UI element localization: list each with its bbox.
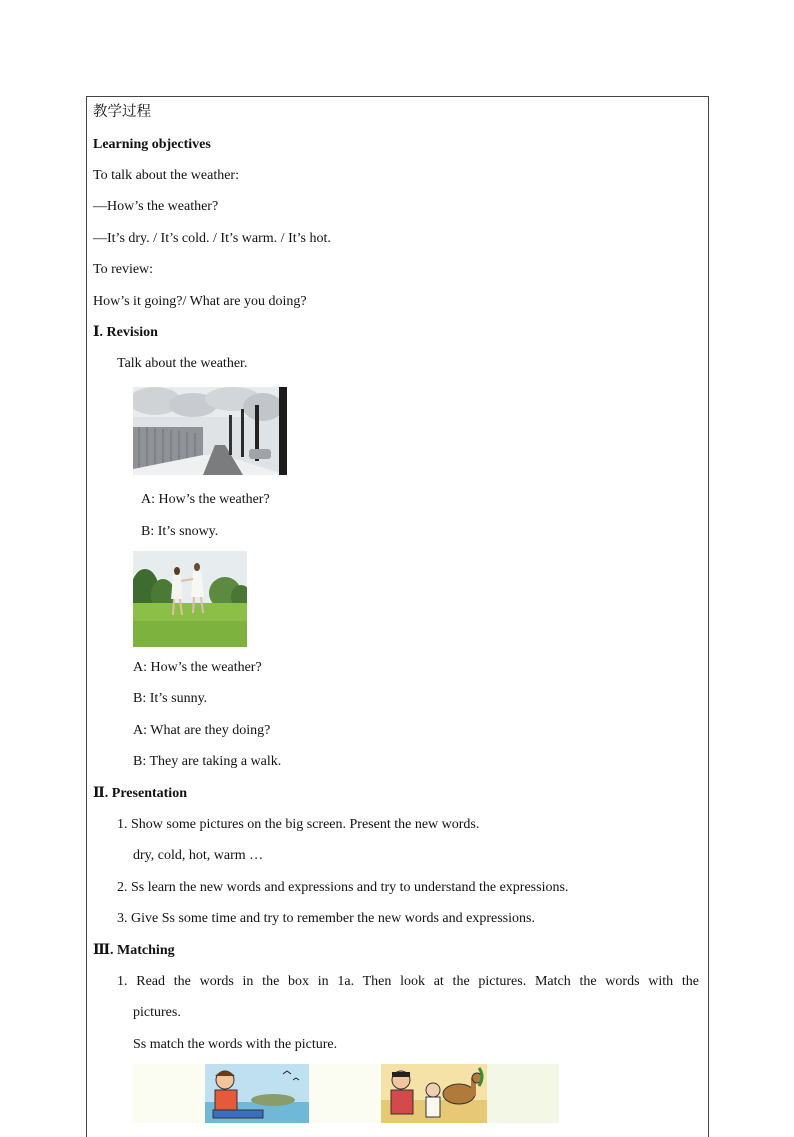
- dialog-line-a2: B: It’s sunny.: [133, 691, 208, 706]
- matching-heading: Ⅲ. Matching: [93, 943, 175, 958]
- revision-intro: Talk about the weather.: [117, 356, 248, 371]
- matching-step-1: 1. Read the words in the box in 1a. Then look at the pictures. Match the words with the: [117, 974, 699, 989]
- dialog-line-a3: B: They are taking a walk.: [133, 754, 282, 769]
- matching-pictures: [133, 1064, 559, 1123]
- objective-question: —How’s the weather?: [93, 199, 219, 214]
- objective-answers: —It’s dry. / It’s cold. / It’s warm. / It’s hot.: [93, 231, 331, 246]
- presentation-heading: Ⅱ. Presentation: [93, 786, 187, 801]
- section-header: 教学过程: [93, 104, 151, 120]
- girls-walking-image: [133, 551, 247, 647]
- presentation-step-3: 3. Give Ss some time and try to remember the new words and expressions.: [117, 911, 535, 926]
- presentation-step-1-words: dry, cold, hot, warm …: [133, 848, 264, 863]
- objective-review: To review:: [93, 262, 154, 277]
- revision-heading: Ⅰ. Revision: [93, 325, 158, 340]
- dialog-line-q1: A: How’s the weather?: [141, 492, 270, 507]
- snowy-street-image: [133, 387, 287, 475]
- objective-review-line: How’s it going?/ What are you doing?: [93, 294, 307, 309]
- presentation-step-2: 2. Ss learn the new words and expressions and try to understand the expressions.: [117, 880, 569, 895]
- matching-step-1-cont: pictures.: [133, 1005, 181, 1020]
- objectives-title: Learning objectives: [93, 137, 211, 152]
- dialog-line-q3: A: What are they doing?: [133, 723, 271, 738]
- presentation-step-1: 1. Show some pictures on the big screen. Present the new words.: [117, 817, 480, 832]
- dialog-line-a1: B: It’s snowy.: [141, 524, 219, 539]
- dialog-line-q2: A: How’s the weather?: [133, 660, 262, 675]
- objective-talk: To talk about the weather:: [93, 168, 239, 183]
- matching-step-1-ss: Ss match the words with the picture.: [133, 1037, 338, 1052]
